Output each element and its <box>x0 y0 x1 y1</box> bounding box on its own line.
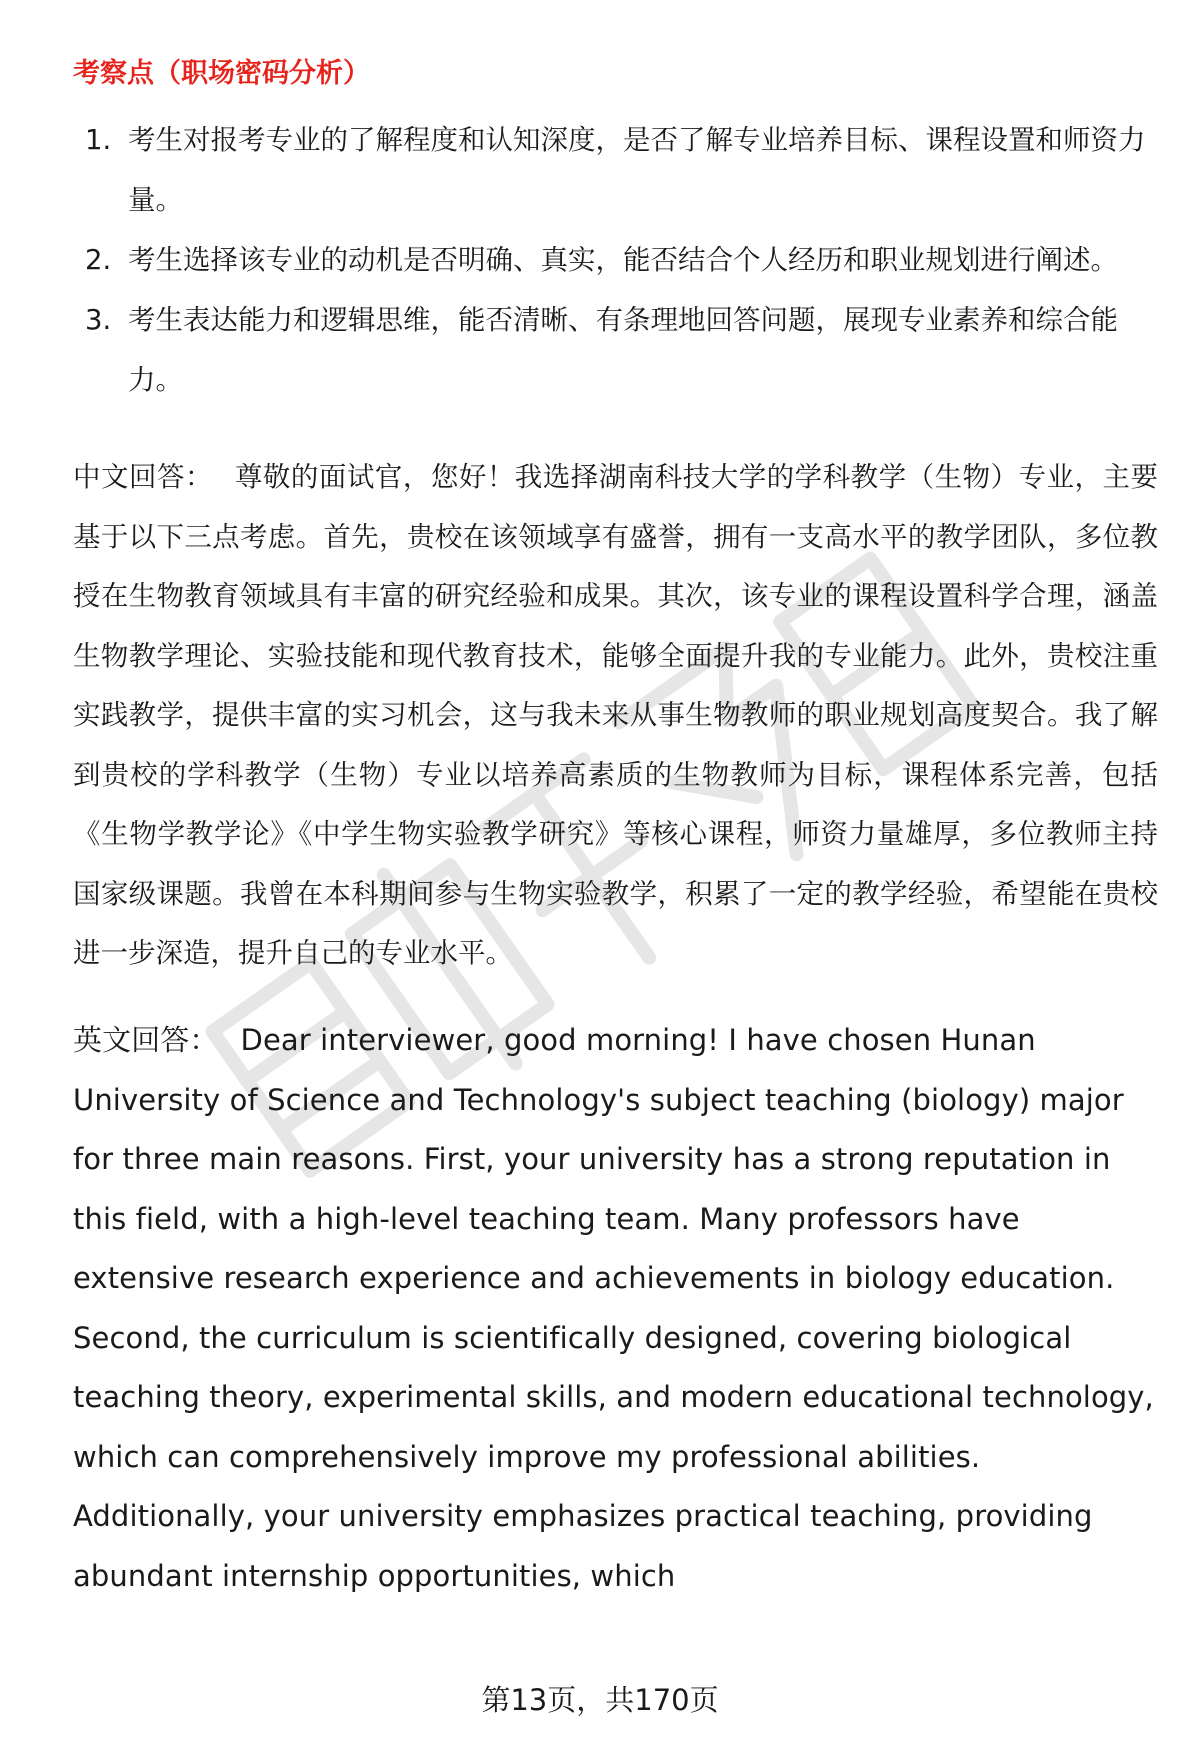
section-heading: 考察点（职场密码分析） <box>73 58 370 89</box>
english-answer-label: 英文回答： <box>73 1023 219 1057</box>
list-item-number: 3. <box>85 304 112 336</box>
list-item-number: 1. <box>85 124 112 156</box>
content-area <box>73 52 1158 1635</box>
english-answer-text: Dear interviewer, good morning! I have chosen Hunan University of Science and Technology's subject teaching (biology) major for three main reasons. First, your university has a strong reputation in this field, with a high-level teaching team. Many professors have extensive research experience and achievements in biology education. Second, the curriculum is scientifically designed, covering biological teaching theory, experimental skills, and modern educational technology, which can comprehensively improve my professional abilities. Additionally, your university emphasizes practical teaching, providing abundant internship opportunities, which <box>73 1023 1154 1593</box>
list-item-text: 考生对报考专业的了解程度和认知深度，是否了解专业培养目标、课程设置和师资力量。 <box>128 124 1146 216</box>
assessment-points-list <box>73 110 1158 410</box>
page-number-footer: 第13页，共170页 <box>481 1683 719 1717</box>
list-item <box>73 290 1158 410</box>
list-item <box>73 230 1158 290</box>
list-item-text: 考生表达能力和逻辑思维，能否清晰、有条理地回答问题，展现专业素养和综合能力。 <box>128 304 1118 396</box>
chinese-answer-paragraph <box>73 448 1158 984</box>
list-item-number: 2. <box>85 244 112 276</box>
english-answer-paragraph <box>73 1011 1158 1606</box>
list-item-text: 考生选择该专业的动机是否明确、真实，能否结合个人经历和职业规划进行阐述。 <box>128 244 1118 276</box>
chinese-answer-text: 尊敬的面试官，您好！我选择湖南科技大学的学科教学（生物）专业，主要基于以下三点考虑。首先，贵校在该领域享有盛誉，拥有一支高水平的教学团队，多位教授在生物教育领域具有丰富的研究经验和成果。其次，该专业的课程设置科学合理，涵盖生物教学理论、实验技能和现代教育技术，能够全面提升我的专业能力。此外，贵校注重实践教学，提供丰富的实习机会，这与我未来从事生物教师的职业规划高度契合。我了解到贵校的学科教学（生物）专业以培养高素质的生物教师为目标，课程体系完善，包括《生物学教学论》《中学生物实验教学研究》等核心课程，师资力量雄厚，多位教师主持国家级课题。我曾在本科期间参与生物实验教学，积累了一定的教学经验，希望能在贵校进一步深造，提升自己的专业水平。 <box>73 461 1159 969</box>
chinese-answer-label: 中文回答： <box>73 461 213 493</box>
list-item <box>73 110 1158 230</box>
